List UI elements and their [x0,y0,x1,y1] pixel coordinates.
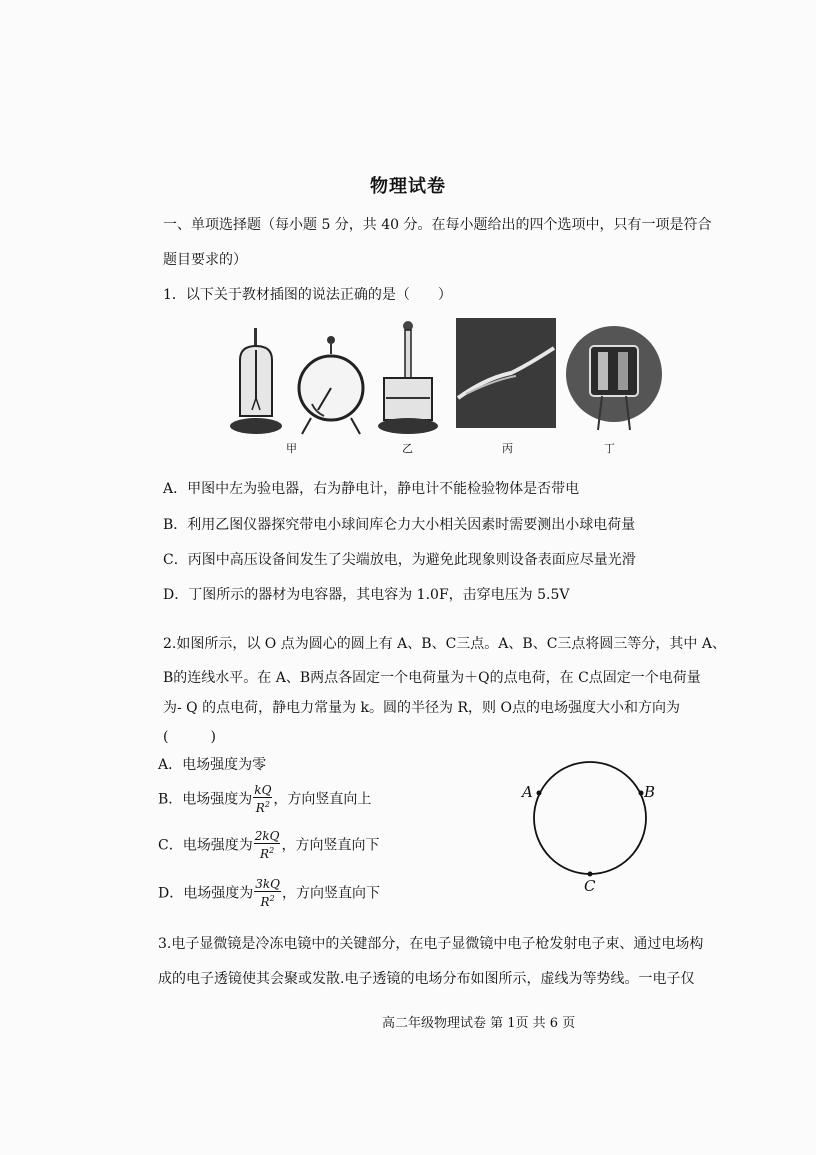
fig-label-bing: 丙 [502,442,513,455]
q1-option-c: C．丙图中高压设备间发生了尖端放电，为避免此现象则设备表面应尽量光滑 [163,552,636,568]
fig-label-yi: 乙 [402,442,413,455]
point-b-dot [639,791,644,796]
q2-option-c [158,830,379,861]
q2-circle-diagram [510,758,670,898]
fraction-3kq-over-r2 [254,878,281,909]
q3-stem-line1: 3.电子显微镜是冷冻电镜中的关键部分，在电子显微镜中电子枪发射电子束、通过电场构 [158,936,704,952]
fraction-numerator: 3kQ [255,877,280,891]
q2-option-b-suffix: ，方向竖直向上 [273,791,372,808]
fraction-denominator [254,844,281,861]
den-exp: 2 [264,800,270,809]
section-heading-line1: 一、单项选择题（每小题 5 分，共 40 分。在每小题给出的四个选项中，只有一项是符合 [163,217,712,233]
fraction-denominator [253,798,272,815]
q2-option-c-prefix: C．电场强度为 [158,837,253,854]
fraction-numerator: 2kQ [254,829,280,843]
den-var: R [260,895,270,909]
q1-figures-svg [226,318,666,458]
page-footer: 高二年级物理试卷 第 1页 共 6 页 [382,1016,576,1031]
q2-option-c-suffix: ，方向竖直向下 [281,837,380,854]
q3-stem-line2: 成的电子透镜使其会聚或发散.电子透镜的电场分布如图所示，虚线为等势线。一电子仅 [158,971,695,987]
q1-figure-row [226,318,666,458]
discharge-photo [456,318,556,428]
den-var: R [255,801,265,815]
electrometer-drawing [299,336,363,434]
den-exp: 2 [269,894,275,903]
den-exp: 2 [269,846,275,855]
capacitor-photo [566,326,662,430]
q2-option-d [158,878,380,909]
q2-option-b [158,784,371,815]
fraction-numerator: kQ [254,783,272,797]
electroscope-drawing [230,328,282,434]
q2-option-b-prefix: B．电场强度为 [158,791,253,808]
q2-stem-line4: ( ) [163,729,216,745]
q2-stem-line3: 为- Q 的点电荷，静电力常量为 k。圆的半径为 R，则 O点的电场强度大小和方向为 [163,700,680,716]
q1-option-d: D．丁图所示的器材为电容器，其电容为 1.0F，击穿电压为 5.5V [163,587,570,603]
point-label-c: C [584,877,596,895]
den-var: R [260,847,270,861]
fraction-2kq-over-r2 [254,830,281,861]
page-title: 物理试卷 [370,176,446,197]
q2-option-d-prefix: D．电场强度为 [158,885,254,902]
fig-label-jia: 甲 [286,442,297,455]
fig-label-ding: 丁 [604,442,615,455]
q1-option-a: A．甲图中左为验电器，右为静电计，静电计不能检验物体是否带电 [163,481,580,497]
torsion-balance-drawing [378,321,438,434]
q2-stem-line1: 2.如图所示，以 O 点为圆心的圆上有 A、B、C三点。A、B、C三点将圆三等分，其中 A、 [163,636,726,652]
q2-option-a: A．电场强度为零 [158,757,267,773]
section-heading-line2: 题目要求的） [163,252,247,268]
fraction-denominator [254,892,281,909]
question-1-stem: 1．以下关于教材插图的说法正确的是（ ） [163,287,452,303]
q1-option-b: B．利用乙图仪器探究带电小球间库仑力大小相关因素时需要测出小球电荷量 [163,517,636,533]
point-c-dot [588,872,593,877]
q2-stem-line2: B的连线水平。在 A、B两点各固定一个电荷量为＋Q的点电荷，在 C点固定一个电荷量 [163,670,701,686]
point-label-a: A [522,783,533,801]
fraction-kq-over-r2 [253,784,272,815]
q2-option-d-suffix: ，方向竖直向下 [281,885,380,902]
point-a-dot [537,791,542,796]
point-label-b: B [644,783,656,801]
circle-outline [534,762,646,874]
